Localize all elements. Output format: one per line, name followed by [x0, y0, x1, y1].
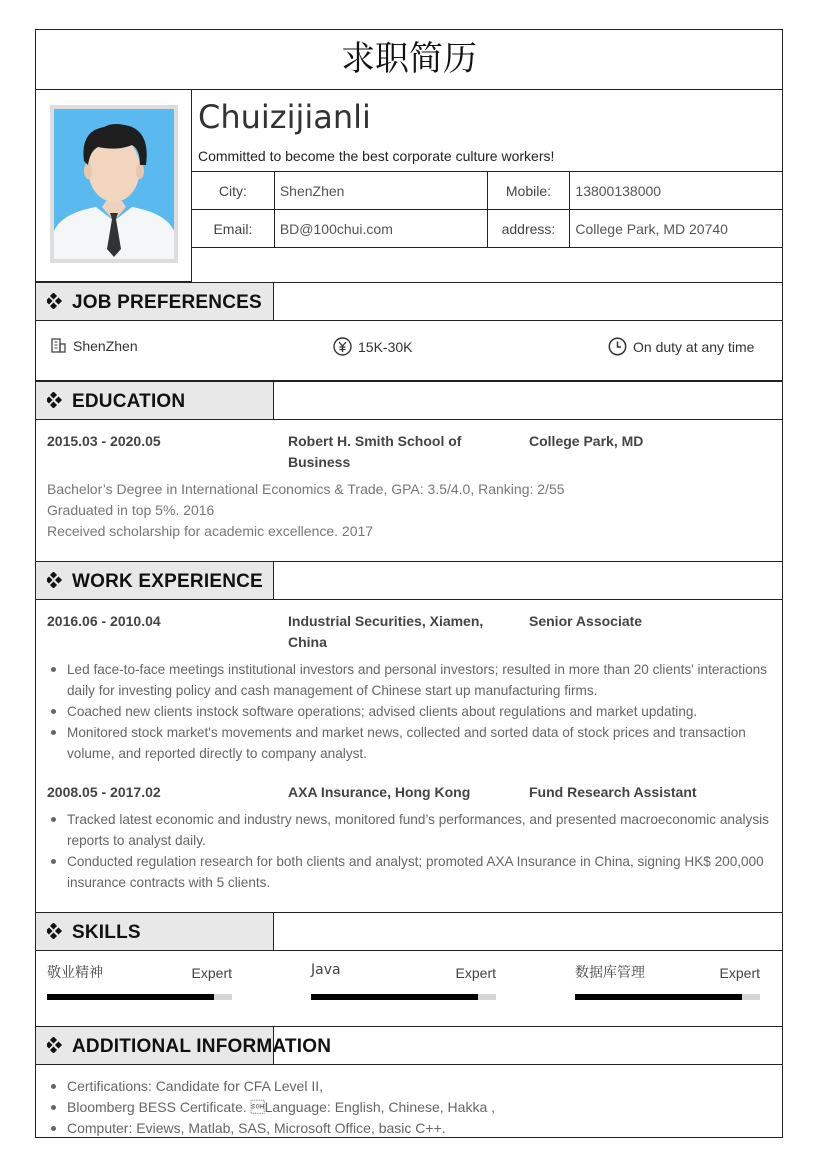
- email-label: Email:: [192, 210, 275, 248]
- preferred-salary-text: 15K-30K: [358, 338, 413, 355]
- education-detail: Received scholarship for academic excellence. 2017: [47, 523, 374, 539]
- job-role: Senior Associate: [529, 613, 643, 629]
- work-experience-header: [36, 561, 783, 600]
- job-company: AXA Insurance, Hong Kong: [288, 784, 471, 800]
- section-title: JOB PREFERENCES: [72, 292, 262, 313]
- skill-bar-fill: [575, 994, 742, 1000]
- additional-info-list: [47, 1076, 775, 1139]
- skill-item: [47, 962, 232, 1002]
- section-tab: [36, 913, 274, 950]
- preferred-location-text: ShenZhen: [73, 337, 138, 354]
- preferred-location: [50, 337, 138, 354]
- candidate-name: Chuizijianli: [198, 98, 371, 136]
- education-school: [288, 431, 518, 473]
- job-preferences-header: [36, 282, 783, 321]
- job-bullets: [47, 659, 775, 764]
- list-item: Tracked latest economic and industry news, monitored fund’s performances, and presented macroeconomic analysis reports to analyst daily.: [47, 809, 775, 851]
- school-line-1: Robert H. Smith School of: [288, 433, 462, 449]
- skill-item: [311, 962, 496, 1002]
- list-item: Coached new clients instock software operations; advised clients about regulations and market updating.: [47, 701, 775, 722]
- education-location: College Park, MD: [529, 433, 644, 449]
- mobile-value: 13800138000: [570, 172, 783, 210]
- diamond-bullet-icon: [47, 923, 63, 939]
- clock-icon: [608, 337, 627, 356]
- building-icon: [50, 337, 67, 354]
- job-role: Fund Research Assistant: [529, 784, 697, 800]
- list-item: Computer: Eviews, Matlab, SAS, Microsoft Office, basic C++.: [47, 1118, 775, 1139]
- job-company: [288, 611, 518, 653]
- mobile-label: Mobile:: [487, 172, 570, 210]
- section-title: EDUCATION: [72, 391, 186, 412]
- list-item: Bloomberg BESS Certificate. Language: English, Chinese, Hakka ,: [47, 1097, 775, 1118]
- skill-level: Expert: [719, 965, 760, 981]
- skill-bar-fill: [311, 994, 478, 1000]
- skill-name: 敬业精神: [47, 965, 103, 981]
- company-line-2: China: [288, 634, 327, 650]
- availability-text: On duty at any time: [633, 338, 755, 355]
- education-detail: Bachelor’s Degree in International Economics & Trade, GPA: 3.5/4.0, Ranking: 2/55: [47, 481, 565, 497]
- list-item: Monitored stock market's movements and market news, collected and sorted data of stock prices and transaction volume, and reported directly to company analyst.: [47, 722, 775, 764]
- skill-level: Expert: [191, 965, 232, 981]
- list-item: Conducted regulation research for both clients and analyst; promoted AXA Insurance in China, signing HK$ 200,000 insurance contracts with 5 clients.: [47, 851, 775, 893]
- availability: [608, 337, 754, 356]
- additional-info-header: [36, 1026, 783, 1065]
- section-title: SKILLS: [72, 922, 141, 943]
- city-label: City:: [192, 172, 275, 210]
- skill-bar: [47, 994, 232, 1000]
- skill-bar: [311, 994, 496, 1000]
- company-line-1: Industrial Securities, Xiamen,: [288, 613, 484, 629]
- school-line-2: Business: [288, 454, 351, 470]
- candidate-motto: Committed to become the best corporate culture workers!: [198, 148, 555, 164]
- document-title: 求职简历: [36, 30, 782, 90]
- list-item: Certifications: Candidate for CFA Level II,: [47, 1076, 775, 1097]
- address-value: College Park, MD 20740: [570, 210, 783, 248]
- list-item: Led face-to-face meetings institutional investors and personal investors; resulted in more than 20 clients' interactions daily for investing policy and cash management of Chinese start up manufacturing firms.: [47, 659, 775, 701]
- section-title: ADDITIONAL INFORMATION: [72, 1036, 332, 1057]
- section-tab: [36, 283, 274, 320]
- skill-item: [575, 962, 760, 1002]
- skill-level: Expert: [455, 965, 496, 981]
- section-title: WORK EXPERIENCE: [72, 571, 263, 592]
- diamond-bullet-icon: [47, 1037, 63, 1053]
- diamond-bullet-icon: [47, 293, 63, 309]
- photo-box: [36, 89, 192, 282]
- job-period: 2016.06 - 2010.04: [47, 613, 161, 629]
- preferred-salary: [333, 337, 412, 356]
- section-tab: [36, 1027, 332, 1064]
- diamond-bullet-icon: [47, 392, 63, 408]
- diamond-bullet-icon: [47, 572, 63, 588]
- education-details: [47, 479, 565, 542]
- contact-info-table: [191, 171, 783, 248]
- city-value: ShenZhen: [274, 172, 487, 210]
- address-label: address:: [487, 210, 570, 248]
- education-detail: Graduated in top 5%. 2016: [47, 502, 215, 518]
- education-period: 2015.03 - 2020.05: [47, 433, 161, 449]
- yen-coin-icon: [333, 337, 352, 356]
- section-tab: [36, 562, 274, 599]
- avatar: [50, 105, 178, 263]
- skills-header: [36, 912, 783, 951]
- section-tab: [36, 382, 274, 419]
- skill-bar: [575, 994, 760, 1000]
- job-period: 2008.05 - 2017.02: [47, 784, 161, 800]
- education-header: [36, 381, 783, 420]
- skill-bar-fill: [47, 994, 214, 1000]
- job-bullets: [47, 809, 775, 893]
- skill-name: 数据库管理: [575, 965, 645, 981]
- resume-page: [35, 29, 783, 1138]
- skill-name: Java: [311, 962, 341, 978]
- email-value: BD@100chui.com: [274, 210, 487, 248]
